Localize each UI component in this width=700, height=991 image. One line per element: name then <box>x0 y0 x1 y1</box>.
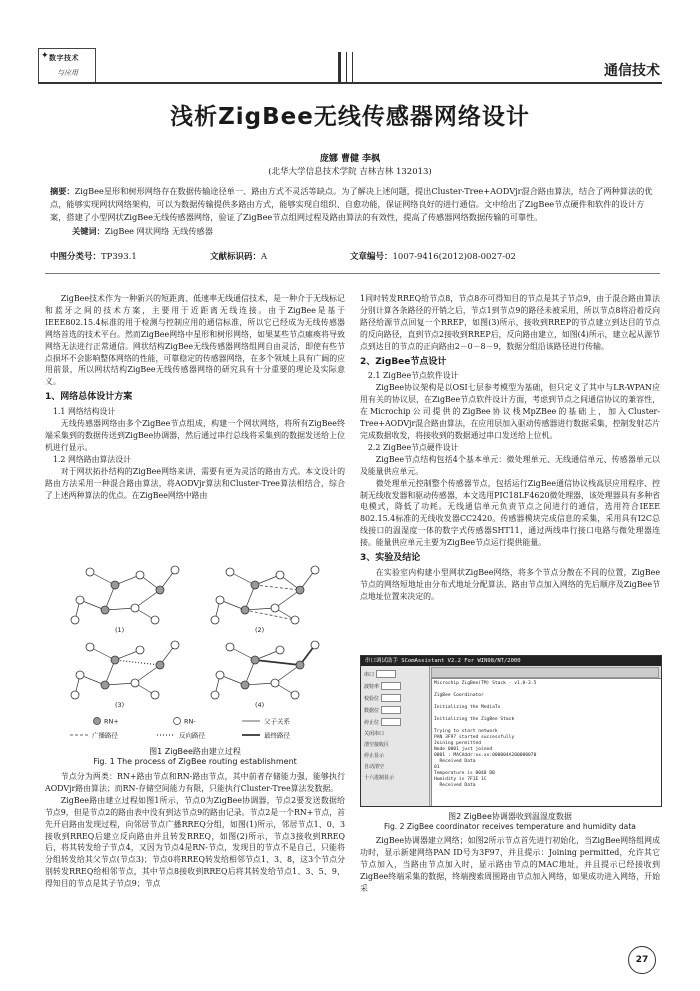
figure-1-caption-cn: 图1 ZigBee路由建立过程 <box>149 747 241 756</box>
authors: 庞娜 曹健 李枫 <box>319 154 381 164</box>
paragraph-2-2: ZigBee节点结构包括4个基本单元：微处理单元、无线通信单元、传感器单元以及能量供应单元。 <box>360 454 660 476</box>
screenshot-terminal <box>431 678 662 807</box>
side-item: 校验位 <box>364 694 426 702</box>
side-item: 停止位 <box>364 718 426 726</box>
section-1-2-heading: 1.2 网络路由算法设计 <box>52 454 132 464</box>
routing-panel-4 <box>215 645 315 695</box>
routing-panel-2 <box>215 570 315 620</box>
paragraph-4: ZigBee协调器建立网络；如图2所示节点首先进行初始化，当ZigBee网络组网成功时，显示新建网络PAN ID号为3F97，并且提示：Joining permitted，允许其它节点加入，当路由节点加入时，显示路由节点的MAC地址，并且提示已经接收到ZigBee终端采集的数据，终端搜索周围路由节点加入网络，如果成功进入网络，开始采 <box>360 836 660 893</box>
side-item: 数据位 <box>364 706 426 714</box>
terminal-line: PAN 3F97 started successfully <box>434 735 515 740</box>
intro-paragraph: ZigBee技术作为一种新兴的短距离、低速率无线通信技术，是一种介于无线标记和蓝牙之间的技术方案，主要用于近距离无线连接。由于ZigBee是基于IEEE802.15.4标准的用于检测与控制应用的通信标准，所以它已经成为无线传感器网络首选的技术平台。然而ZigBee网络中星形和树形网络，如果某些节点瘫痪将导致网络无法进行正常通信。网状结构ZigBee无线传感器网络组网自由灵活，即使有些节点损坏不会影响整体网络的性能，可靠稳定的传感器网络，在多个领域上具有广阔的应用前景，所以网状结构ZigBee无线传感器网络的研究具有十分重要的理论及实际意义。 <box>45 294 345 387</box>
logo-line2: 与应用 <box>57 69 78 77</box>
left-column-top <box>45 293 345 501</box>
side-item: 自动清空 <box>364 764 385 770</box>
terminal-line: Initializing the MediaTx <box>434 705 501 710</box>
terminal-line: Trying to start network <box>434 729 498 734</box>
legend-rn-minus-icon <box>174 718 181 725</box>
terminal-line: 0001 : MACAddr:xx.xx:000004A200000070 <box>434 753 537 758</box>
legend-rn-plus-icon <box>94 718 101 725</box>
doc-code <box>210 250 267 262</box>
header-divider-icon <box>338 52 341 82</box>
section-2-2-heading: 2.2 ZigBee节点硬件设计 <box>367 442 459 452</box>
article-title: 浅析ZigBee无线传感器网络设计 <box>170 104 530 130</box>
section-2-heading: 2、ZigBee节点设计 <box>360 356 447 367</box>
paragraph-2-3: 微处理单元控制整个传感器节点，包括运行ZigBee通信协议栈高层应用程序、控制无线收发器和驱动传感器，本文选用PIC18LF4620微处理器，该处理器具有多种省电模式，降低了功耗。无线通信单元负责节点之间进行的通信，选用符合IEEE 802.15.4标准的无线收发器CC2420。传感器模块完成信息的采集，采用具有I2C总线接口的温湿度一体的数字式传感器SHT11，通过两线串行接口电路与微处理器连接。能量供应单元主要为ZigBee节点运行提供能量。 <box>360 478 660 548</box>
legend-broadcast: 广播路径 <box>92 731 118 740</box>
side-item: 十六进制显示 <box>364 775 395 781</box>
section-2-1-heading: 2.1 ZigBee节点软件设计 <box>367 371 459 381</box>
section-name: 通信技术 <box>604 63 660 79</box>
terminal-line: Joining permitted <box>434 741 482 746</box>
sub-label-1: (1) <box>115 626 125 634</box>
header-divider-icon <box>346 52 347 82</box>
right-column-bottom <box>360 835 660 895</box>
section-1-heading: 1、网络总体设计方案 <box>45 392 133 403</box>
paragraph-1-1: 无线传感器网络由多个ZigBee节点组成，构建一个网状网络，将所有ZigBee终端采集到的数据传送到ZigBee协调器，然后通过串行总线将采集到的数据发送给上位机进行显示。 <box>45 419 345 452</box>
section-1-1-heading: 1.1 网络结构设计 <box>52 407 116 417</box>
paragraph-route-process: ZigBee路由建立过程如图1所示，节点0为ZigBee协调器，节点2要发送数据给节点9，但是节点2的路由表中没有到达节点9的路由记录。节点2是一个RN+节点，首先开启路由发现过程，向邻居节点广播RREQ分组，如图(1)所示，邻居节点1、0、3接收到RREQ后建立反向路由并且转发RREQ，如图(2)所示，节点3接收到RREQ后，将其转发给子节点4，又因为节点4是RN-节点，发现目的节点不是自己，只能将分组转发给其父节点(节点3)；节点0将RREQ转发给相邻节点1、3、8，这3个节点分别转发RREQ给相邻节点，其中节点8接收到RREQ后将其转发给节点1、3、5、9，得知目的节点是其子节点9；节点 <box>45 795 345 889</box>
legend-reverse: 反向路径 <box>179 731 205 740</box>
terminal-line: Received Data <box>434 759 476 764</box>
header-divider-icon <box>352 52 353 82</box>
clc-number <box>50 250 137 262</box>
logo-mark-icon: ✦ <box>41 51 49 61</box>
routing-panel-3 <box>75 645 175 695</box>
serial-assistant-screenshot <box>360 655 662 807</box>
terminal-line: Humidity is 7F1E 1C <box>434 777 487 782</box>
legend-parent-child: 父子关系 <box>264 717 290 726</box>
figure-2-caption-en: Fig. 2 ZigBee coordinator receives temperature and humidity data <box>384 822 636 831</box>
paragraph-2-1: ZigBee协议架构是以OSI七层参考模型为基础，但只定义了其中与LR-WPAN应用有关的协议层，在ZigBee节点软件设计方面，考虑到节点之间通信协议的兼容性，在Microchip公司提供的ZigBee协议栈MpZBee的基础上，加入Cluster-Tree+AODVjr混合路由算法，在应用层加入驱动传感器进行数据采集，控制发射芯片完成数据收发，将接收到的数据通过串口发送给上位机。 <box>360 383 660 440</box>
abstract-text: ZigBee星形和树形网络存在数据传输途径单一、路由方式不灵活等缺点。为了解决上述问题，提出Cluster-Tree+AODVjr混合路由算法，结合了两种算法的优点，能够实现网状网络架构，可以为数据传输提供多路由方式，能够实现自组织、自愈功能，保证网络良好的进行通信。文中给出了ZigBee节点硬件和软件的设计方案，搭建了小型网状ZigBee无线传感器网络，验证了ZigBee节点组网过程及路由算法的有效性，提高了传感器网络数据传输的可靠性。 <box>50 186 653 223</box>
doc-value: A <box>261 252 268 262</box>
page-number: 27 <box>628 946 656 974</box>
abstract-rule <box>45 273 660 274</box>
figure-2-caption-cn: 图2 ZigBee协调器收到温湿度数据 <box>448 812 572 821</box>
side-item: 串口 <box>364 670 426 678</box>
keywords: ZigBee 网状网络 无线传感器 <box>104 225 213 236</box>
terminal-line: Microchip ZigBee(TM) Stack - v1.0-3.5 <box>434 681 537 686</box>
article-value: 1007-9416(2012)08-0027-02 <box>392 252 516 262</box>
header-rule <box>38 82 662 84</box>
paragraph-1-2: 对于网状拓扑结构的ZigBee网络来讲，需要有更为灵活的路由方式。本文设计的路由方法采用一种混合路由算法，将AODVjr算法和Cluster-Tree算法相结合，综合了上述两种算法的优点。在ZigBee网络中路由 <box>45 466 345 500</box>
legend-final: 最终路径 <box>264 731 290 740</box>
terminal-line: ZigBee Coordinator <box>434 693 484 698</box>
right-column-top <box>360 293 660 603</box>
terminal-line: Temperature is 0048 DB <box>434 771 495 776</box>
terminal-line: 01 <box>434 765 440 770</box>
article-number <box>350 250 516 262</box>
sub-label-3: (3) <box>115 701 125 709</box>
screenshot-sidebar <box>361 666 430 806</box>
terminal-line: Node 0001 just joined <box>434 747 493 752</box>
paragraph-route-continued: 1同时转发RREQ给节点8，节点8亦可得知目的节点是其子节点9，由于混合路由算法分别计算各条路径的开销之后，节点1到节点9的路径未被采用，所以节点8将沿着反向路径给源节点回复一个RREP，如图(3)所示，接收到RREP的节点建立到达目的节点的反向路径，直到节点2接收到RREP后，反向路由建立，如图(4)所示，建立起从源节点到达目的节点的正向路由2－0－8－9，数据分组沿该路径进行传输。 <box>360 294 660 351</box>
terminal-line: Initializing the ZigBee Stack <box>434 717 515 722</box>
routing-figure <box>60 560 330 715</box>
side-item: 停止显示 <box>364 753 385 759</box>
legend-rn-plus: RN+ <box>104 717 119 726</box>
sub-label-2: (2) <box>255 626 265 634</box>
affiliation: (北华大学信息技术学院 吉林吉林 132013) <box>268 167 432 177</box>
side-item: 清空接收区 <box>364 742 390 748</box>
screenshot-title: 串口调试助手 SComAssistant V2.2 For WIN98/NT/2000 <box>361 656 661 666</box>
article-label: 文章编号： <box>350 252 393 262</box>
clc-label: 中图分类号： <box>50 252 102 262</box>
left-column-bottom <box>45 771 345 890</box>
routing-panel-1 <box>75 570 175 620</box>
keywords-label: 关键词： <box>72 225 105 236</box>
clc-value: TP393.1 <box>101 252 137 262</box>
abstract-label: 摘要： <box>50 186 75 196</box>
terminal-line: Received Data <box>434 783 476 788</box>
legend-rn-minus: RN- <box>184 717 196 726</box>
abstract <box>50 185 660 238</box>
journal-logo <box>38 48 96 84</box>
side-item: 波特率 <box>364 682 426 690</box>
logo-line1: 数字技术 <box>49 53 79 62</box>
paragraph-node-types: 节点分为两类：RN+路由节点和RN-路由节点，其中前者存储能力强，能够执行AODVjr路由算法；而RN-存储空间能力有限，只能执行Cluster-Tree算法发数据。 <box>45 772 345 793</box>
sub-label-4: (4) <box>255 701 265 709</box>
routing-legend <box>62 716 332 742</box>
figure-1-caption-en: Fig. 1 The process of ZigBee routing establishment <box>93 757 297 766</box>
side-item: 关闭串口 <box>364 731 385 737</box>
section-3-heading: 3、实验及结论 <box>360 553 421 564</box>
screenshot-toolbar <box>431 667 659 678</box>
paragraph-3: 在实验室内构建小型网状ZigBee网络，将多个节点分散在不同的位置，ZigBee节点的网络短地址由分布式地址分配算法、路由节点加入网络的先后顺序及ZigBee节点地址位置来决定的。 <box>360 567 660 601</box>
doc-label: 文献标识码： <box>210 252 262 262</box>
